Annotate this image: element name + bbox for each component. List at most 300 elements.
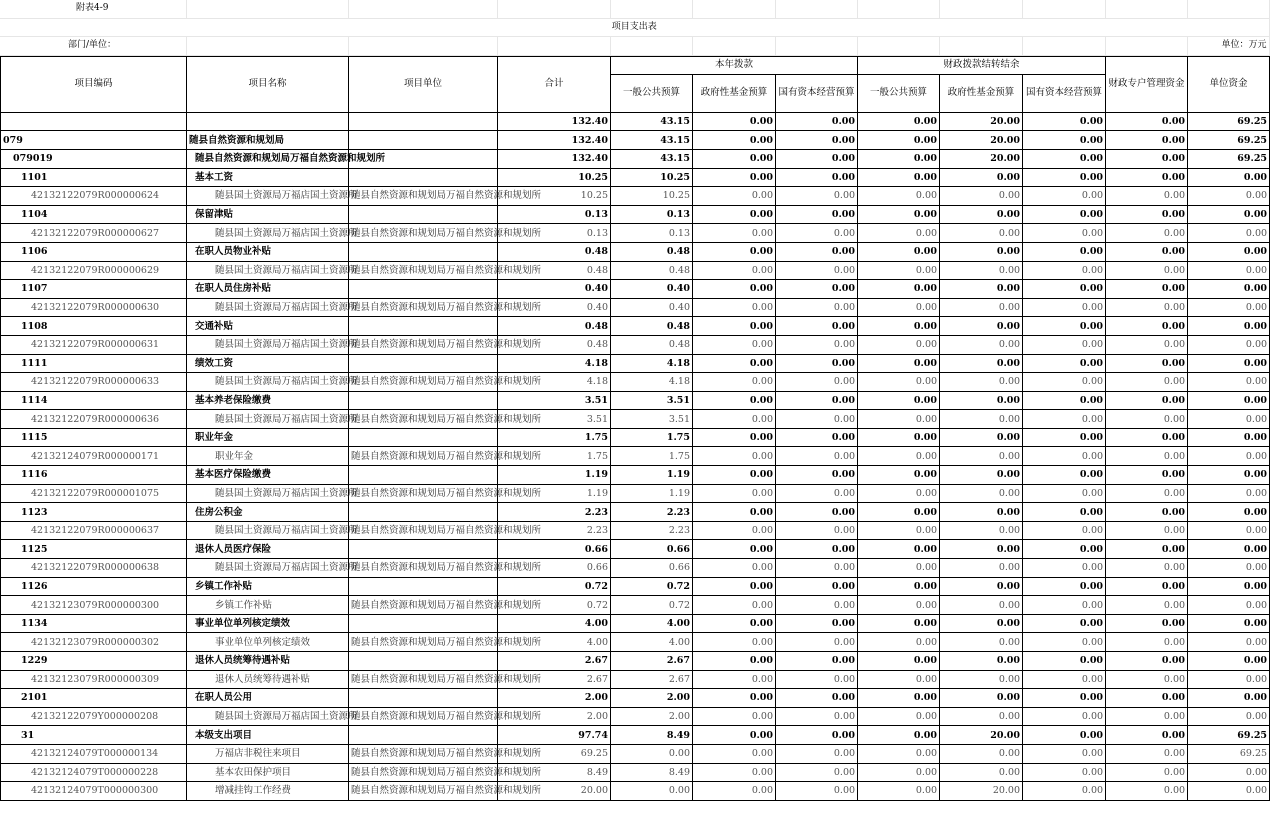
table-row bbox=[1, 559, 1270, 578]
cell-own: 0.00 bbox=[1188, 261, 1270, 280]
cell-general2: 0.00 bbox=[858, 205, 940, 224]
cell-total: 0.66 bbox=[498, 559, 611, 578]
cell-own: 0.00 bbox=[1188, 317, 1270, 336]
cell-state2: 0.00 bbox=[1023, 540, 1106, 559]
cell-general: 1.19 bbox=[611, 484, 693, 503]
cell-code: 1134 bbox=[1, 614, 187, 633]
cell-state: 0.00 bbox=[776, 652, 858, 671]
cell-state2: 0.00 bbox=[1023, 317, 1106, 336]
cell-total: 1.75 bbox=[498, 428, 611, 447]
cell-own: 0.00 bbox=[1188, 503, 1270, 522]
cell-total: 2.00 bbox=[498, 689, 611, 708]
cell-special: 0.00 bbox=[1106, 410, 1188, 429]
cell-state2: 0.00 bbox=[1023, 503, 1106, 522]
cell-state: 0.00 bbox=[776, 410, 858, 429]
col-unit: 项目单位 bbox=[349, 56, 498, 112]
cell-total: 0.13 bbox=[498, 224, 611, 243]
cell-fund: 0.00 bbox=[693, 410, 776, 429]
cell-unit: 随县自然资源和规划局万福自然资源和规划所 bbox=[349, 763, 498, 782]
cell-name: 退休人员医疗保险 bbox=[187, 540, 349, 559]
cell-state: 0.00 bbox=[776, 205, 858, 224]
table-row bbox=[1, 726, 1270, 745]
cell-general: 4.00 bbox=[611, 614, 693, 633]
cell-state2: 0.00 bbox=[1023, 484, 1106, 503]
cell-own: 0.00 bbox=[1188, 205, 1270, 224]
cell-name: 随县国土资源局万福店国土资源所 bbox=[187, 261, 349, 280]
table-row bbox=[1, 391, 1270, 410]
cell-special: 0.00 bbox=[1106, 242, 1188, 261]
cell-general2: 0.00 bbox=[858, 261, 940, 280]
cell-name: 随县国土资源局万福店国土资源所 bbox=[187, 559, 349, 578]
cell-special: 0.00 bbox=[1106, 280, 1188, 299]
cell-fund: 0.00 bbox=[693, 744, 776, 763]
cell-total: 0.66 bbox=[498, 540, 611, 559]
cell-state2: 0.00 bbox=[1023, 112, 1106, 131]
cell-fund: 0.00 bbox=[693, 484, 776, 503]
cell-name: 在职人员物业补贴 bbox=[187, 242, 349, 261]
col-group-carryover: 财政拨款结转结余 bbox=[858, 56, 1106, 74]
cell-fund: 0.00 bbox=[693, 577, 776, 596]
cell-fund: 0.00 bbox=[693, 782, 776, 801]
cell-fund2: 0.00 bbox=[940, 447, 1023, 466]
cell-state2: 0.00 bbox=[1023, 614, 1106, 633]
cell-general: 0.48 bbox=[611, 242, 693, 261]
cell-own: 0.00 bbox=[1188, 187, 1270, 206]
cell-fund2: 0.00 bbox=[940, 298, 1023, 317]
cell-fund: 0.00 bbox=[693, 559, 776, 578]
cell-fund2: 0.00 bbox=[940, 428, 1023, 447]
cell-state: 0.00 bbox=[776, 614, 858, 633]
cell-fund: 0.00 bbox=[693, 726, 776, 745]
table-row bbox=[1, 354, 1270, 373]
cell-own: 69.25 bbox=[1188, 744, 1270, 763]
cell-unit bbox=[349, 466, 498, 485]
cell-fund2: 0.00 bbox=[940, 242, 1023, 261]
cell-state: 0.00 bbox=[776, 596, 858, 615]
cell-general2: 0.00 bbox=[858, 168, 940, 187]
cell-special: 0.00 bbox=[1106, 484, 1188, 503]
cell-unit: 随县自然资源和规划局万福自然资源和规划所 bbox=[349, 410, 498, 429]
cell-special: 0.00 bbox=[1106, 168, 1188, 187]
col-total: 合计 bbox=[498, 56, 611, 112]
cell-own: 0.00 bbox=[1188, 540, 1270, 559]
cell-fund2: 0.00 bbox=[940, 168, 1023, 187]
cell-fund: 0.00 bbox=[693, 149, 776, 168]
cell-state2: 0.00 bbox=[1023, 466, 1106, 485]
cell-fund2: 0.00 bbox=[940, 484, 1023, 503]
col-fund2: 政府性基金预算 bbox=[940, 74, 1023, 112]
cell-unit: 随县自然资源和规划局万福自然资源和规划所 bbox=[349, 596, 498, 615]
cell-total: 2.00 bbox=[498, 707, 611, 726]
cell-own: 0.00 bbox=[1188, 670, 1270, 689]
cell-own: 0.00 bbox=[1188, 782, 1270, 801]
cell-general: 2.00 bbox=[611, 707, 693, 726]
cell-special: 0.00 bbox=[1106, 614, 1188, 633]
cell-state: 0.00 bbox=[776, 559, 858, 578]
cell-state: 0.00 bbox=[776, 261, 858, 280]
cell-general2: 0.00 bbox=[858, 577, 940, 596]
cell-fund: 0.00 bbox=[693, 391, 776, 410]
cell-unit: 随县自然资源和规划局万福自然资源和规划所 bbox=[349, 782, 498, 801]
cell-state2: 0.00 bbox=[1023, 205, 1106, 224]
cell-general2: 0.00 bbox=[858, 763, 940, 782]
cell-total: 3.51 bbox=[498, 391, 611, 410]
cell-fund: 0.00 bbox=[693, 298, 776, 317]
cell-fund2: 0.00 bbox=[940, 596, 1023, 615]
cell-own: 0.00 bbox=[1188, 428, 1270, 447]
cell-state: 0.00 bbox=[776, 707, 858, 726]
cell-unit: 随县自然资源和规划局万福自然资源和规划所 bbox=[349, 373, 498, 392]
cell-unit: 随县自然资源和规划局万福自然资源和规划所 bbox=[349, 521, 498, 540]
cell-general: 0.13 bbox=[611, 205, 693, 224]
cell-general: 0.13 bbox=[611, 224, 693, 243]
cell-fund: 0.00 bbox=[693, 187, 776, 206]
col-group-current-year: 本年拨款 bbox=[611, 56, 858, 74]
cell-general2: 0.00 bbox=[858, 614, 940, 633]
cell-unit bbox=[349, 503, 498, 522]
cell-state2: 0.00 bbox=[1023, 280, 1106, 299]
cell-unit: 随县自然资源和规划局万福自然资源和规划所 bbox=[349, 707, 498, 726]
cell-code: 1111 bbox=[1, 354, 187, 373]
cell-own: 0.00 bbox=[1188, 298, 1270, 317]
cell-own: 0.00 bbox=[1188, 280, 1270, 299]
cell-state: 0.00 bbox=[776, 131, 858, 150]
cell-special: 0.00 bbox=[1106, 503, 1188, 522]
cell-name: 随县国土资源局万福店国土资源所 bbox=[187, 298, 349, 317]
cell-unit: 随县自然资源和规划局万福自然资源和规划所 bbox=[349, 298, 498, 317]
cell-fund2: 20.00 bbox=[940, 131, 1023, 150]
cell-state: 0.00 bbox=[776, 354, 858, 373]
cell-general: 1.75 bbox=[611, 428, 693, 447]
cell-general: 10.25 bbox=[611, 168, 693, 187]
cell-name: 退休人员统筹待遇补贴 bbox=[187, 652, 349, 671]
cell-general2: 0.00 bbox=[858, 670, 940, 689]
expenditure-table bbox=[0, 56, 1270, 801]
cell-unit bbox=[349, 689, 498, 708]
cell-general: 3.51 bbox=[611, 391, 693, 410]
cell-code: 1108 bbox=[1, 317, 187, 336]
cell-state: 0.00 bbox=[776, 540, 858, 559]
cell-fund2: 20.00 bbox=[940, 782, 1023, 801]
cell-fund2: 0.00 bbox=[940, 763, 1023, 782]
cell-special: 0.00 bbox=[1106, 763, 1188, 782]
cell-unit bbox=[349, 168, 498, 187]
cell-general2: 0.00 bbox=[858, 633, 940, 652]
cell-fund: 0.00 bbox=[693, 261, 776, 280]
cell-state: 0.00 bbox=[776, 633, 858, 652]
cell-general2: 0.00 bbox=[858, 540, 940, 559]
cell-general: 43.15 bbox=[611, 112, 693, 131]
cell-code: 1101 bbox=[1, 168, 187, 187]
cell-name: 增减挂钩工作经费 bbox=[187, 782, 349, 801]
cell-total: 132.40 bbox=[498, 131, 611, 150]
cell-unit bbox=[349, 317, 498, 336]
cell-code: 42132123079R000000300 bbox=[1, 596, 187, 615]
table-row bbox=[1, 503, 1270, 522]
cell-special: 0.00 bbox=[1106, 466, 1188, 485]
table-row bbox=[1, 540, 1270, 559]
table-row bbox=[1, 317, 1270, 336]
cell-general: 0.00 bbox=[611, 744, 693, 763]
cell-code: 1116 bbox=[1, 466, 187, 485]
cell-own: 0.00 bbox=[1188, 484, 1270, 503]
col-code: 项目编码 bbox=[1, 56, 187, 112]
cell-name: 基本工资 bbox=[187, 168, 349, 187]
cell-code: 42132123079R000000302 bbox=[1, 633, 187, 652]
cell-code: 079 bbox=[1, 131, 187, 150]
cell-state: 0.00 bbox=[776, 782, 858, 801]
cell-name: 乡镇工作补贴 bbox=[187, 596, 349, 615]
cell-general2: 0.00 bbox=[858, 335, 940, 354]
cell-fund: 0.00 bbox=[693, 652, 776, 671]
cell-special: 0.00 bbox=[1106, 577, 1188, 596]
table-row bbox=[1, 224, 1270, 243]
cell-fund: 0.00 bbox=[693, 670, 776, 689]
cell-name: 事业单位单列核定绩效 bbox=[187, 633, 349, 652]
cell-general2: 0.00 bbox=[858, 187, 940, 206]
cell-code: 42132122079R000001075 bbox=[1, 484, 187, 503]
cell-fund: 0.00 bbox=[693, 242, 776, 261]
cell-total: 4.00 bbox=[498, 633, 611, 652]
cell-state: 0.00 bbox=[776, 670, 858, 689]
table-row bbox=[1, 447, 1270, 466]
cell-special: 0.00 bbox=[1106, 317, 1188, 336]
cell-total: 0.13 bbox=[498, 205, 611, 224]
cell-own: 0.00 bbox=[1188, 447, 1270, 466]
cell-own: 0.00 bbox=[1188, 614, 1270, 633]
table-row bbox=[1, 112, 1270, 131]
cell-state2: 0.00 bbox=[1023, 410, 1106, 429]
cell-state: 0.00 bbox=[776, 373, 858, 392]
cell-code: 42132124079T000000300 bbox=[1, 782, 187, 801]
cell-code: 1126 bbox=[1, 577, 187, 596]
cell-fund: 0.00 bbox=[693, 596, 776, 615]
cell-state: 0.00 bbox=[776, 466, 858, 485]
sheet-header bbox=[0, 0, 1270, 56]
cell-fund: 0.00 bbox=[693, 614, 776, 633]
cell-state2: 0.00 bbox=[1023, 744, 1106, 763]
cell-general2: 0.00 bbox=[858, 596, 940, 615]
cell-code: 42132122079R000000633 bbox=[1, 373, 187, 392]
cell-special: 0.00 bbox=[1106, 131, 1188, 150]
cell-total: 8.49 bbox=[498, 763, 611, 782]
cell-own: 0.00 bbox=[1188, 242, 1270, 261]
table-row bbox=[1, 205, 1270, 224]
table-row bbox=[1, 187, 1270, 206]
cell-unit: 随县自然资源和规划局万福自然资源和规划所 bbox=[349, 744, 498, 763]
cell-code: 42132122079R000000630 bbox=[1, 298, 187, 317]
cell-name: 事业单位单列核定绩效 bbox=[187, 614, 349, 633]
cell-special: 0.00 bbox=[1106, 447, 1188, 466]
cell-general: 0.00 bbox=[611, 782, 693, 801]
cell-general2: 0.00 bbox=[858, 149, 940, 168]
cell-fund: 0.00 bbox=[693, 503, 776, 522]
cell-special: 0.00 bbox=[1106, 205, 1188, 224]
cell-general: 0.48 bbox=[611, 261, 693, 280]
table-row bbox=[1, 428, 1270, 447]
cell-general2: 0.00 bbox=[858, 782, 940, 801]
cell-fund2: 0.00 bbox=[940, 373, 1023, 392]
cell-unit: 随县自然资源和规划局万福自然资源和规划所 bbox=[349, 484, 498, 503]
cell-fund: 0.00 bbox=[693, 373, 776, 392]
cell-special: 0.00 bbox=[1106, 373, 1188, 392]
cell-name: 随县国土资源局万福店国土资源所 bbox=[187, 484, 349, 503]
cell-general: 0.40 bbox=[611, 280, 693, 299]
cell-name: 职业年金 bbox=[187, 447, 349, 466]
cell-code: 1114 bbox=[1, 391, 187, 410]
cell-general: 0.66 bbox=[611, 540, 693, 559]
table-row bbox=[1, 670, 1270, 689]
cell-fund: 0.00 bbox=[693, 112, 776, 131]
cell-state: 0.00 bbox=[776, 744, 858, 763]
table-row bbox=[1, 689, 1270, 708]
attachment-label: 附表4-9 bbox=[0, 0, 186, 18]
cell-code: 42132122079R000000637 bbox=[1, 521, 187, 540]
cell-unit bbox=[349, 131, 498, 150]
cell-own: 0.00 bbox=[1188, 373, 1270, 392]
cell-code: 42132122079Y000000208 bbox=[1, 707, 187, 726]
cell-unit: 随县自然资源和规划局万福自然资源和规划所 bbox=[349, 633, 498, 652]
cell-code: 1125 bbox=[1, 540, 187, 559]
cell-state2: 0.00 bbox=[1023, 131, 1106, 150]
cell-fund: 0.00 bbox=[693, 707, 776, 726]
cell-total: 10.25 bbox=[498, 168, 611, 187]
cell-fund2: 0.00 bbox=[940, 689, 1023, 708]
cell-state2: 0.00 bbox=[1023, 726, 1106, 745]
cell-state: 0.00 bbox=[776, 447, 858, 466]
cell-state2: 0.00 bbox=[1023, 670, 1106, 689]
cell-general2: 0.00 bbox=[858, 726, 940, 745]
cell-unit: 随县自然资源和规划局万福自然资源和规划所 bbox=[349, 559, 498, 578]
cell-fund2: 0.00 bbox=[940, 614, 1023, 633]
cell-own: 0.00 bbox=[1188, 689, 1270, 708]
col-general2: 一般公共预算 bbox=[858, 74, 940, 112]
cell-code: 1123 bbox=[1, 503, 187, 522]
cell-code: 2101 bbox=[1, 689, 187, 708]
cell-fund: 0.00 bbox=[693, 689, 776, 708]
cell-general2: 0.00 bbox=[858, 447, 940, 466]
cell-state: 0.00 bbox=[776, 391, 858, 410]
cell-code: 31 bbox=[1, 726, 187, 745]
cell-state: 0.00 bbox=[776, 168, 858, 187]
cell-code: 1229 bbox=[1, 652, 187, 671]
cell-general2: 0.00 bbox=[858, 484, 940, 503]
cell-state2: 0.00 bbox=[1023, 168, 1106, 187]
cell-own: 0.00 bbox=[1188, 763, 1270, 782]
cell-state: 0.00 bbox=[776, 521, 858, 540]
cell-state2: 0.00 bbox=[1023, 242, 1106, 261]
unit-label: 单位：万元 bbox=[1187, 37, 1269, 56]
cell-fund2: 0.00 bbox=[940, 577, 1023, 596]
table-row bbox=[1, 484, 1270, 503]
cell-total: 0.48 bbox=[498, 335, 611, 354]
cell-state: 0.00 bbox=[776, 112, 858, 131]
cell-fund2: 0.00 bbox=[940, 280, 1023, 299]
cell-fund2: 20.00 bbox=[940, 149, 1023, 168]
cell-state2: 0.00 bbox=[1023, 447, 1106, 466]
cell-fund: 0.00 bbox=[693, 466, 776, 485]
cell-code bbox=[1, 112, 187, 131]
col-name: 项目名称 bbox=[187, 56, 349, 112]
table-row bbox=[1, 373, 1270, 392]
cell-fund2: 0.00 bbox=[940, 540, 1023, 559]
cell-unit: 随县自然资源和规划局万福自然资源和规划所 bbox=[349, 335, 498, 354]
cell-name: 绩效工资 bbox=[187, 354, 349, 373]
cell-total: 0.72 bbox=[498, 596, 611, 615]
cell-fund2: 0.00 bbox=[940, 652, 1023, 671]
cell-own: 0.00 bbox=[1188, 335, 1270, 354]
cell-code: 42132122079R000000627 bbox=[1, 224, 187, 243]
cell-total: 0.48 bbox=[498, 317, 611, 336]
cell-total: 4.18 bbox=[498, 354, 611, 373]
cell-general: 2.00 bbox=[611, 689, 693, 708]
cell-fund2: 0.00 bbox=[940, 261, 1023, 280]
cell-unit bbox=[349, 205, 498, 224]
cell-state: 0.00 bbox=[776, 335, 858, 354]
table-row bbox=[1, 521, 1270, 540]
cell-total: 20.00 bbox=[498, 782, 611, 801]
cell-state: 0.00 bbox=[776, 317, 858, 336]
cell-state2: 0.00 bbox=[1023, 354, 1106, 373]
cell-general: 0.72 bbox=[611, 596, 693, 615]
cell-special: 0.00 bbox=[1106, 540, 1188, 559]
cell-name: 随县国土资源局万福店国土资源所 bbox=[187, 373, 349, 392]
cell-general: 1.19 bbox=[611, 466, 693, 485]
cell-unit: 随县自然资源和规划局万福自然资源和规划所 bbox=[349, 447, 498, 466]
cell-total: 0.72 bbox=[498, 577, 611, 596]
cell-state: 0.00 bbox=[776, 242, 858, 261]
cell-code: 42132122079R000000624 bbox=[1, 187, 187, 206]
cell-name: 随县国土资源局万福店国土资源所 bbox=[187, 335, 349, 354]
cell-total: 2.23 bbox=[498, 503, 611, 522]
cell-general: 2.23 bbox=[611, 521, 693, 540]
cell-state: 0.00 bbox=[776, 763, 858, 782]
cell-fund2: 0.00 bbox=[940, 317, 1023, 336]
cell-state2: 0.00 bbox=[1023, 596, 1106, 615]
cell-special: 0.00 bbox=[1106, 689, 1188, 708]
cell-own: 69.25 bbox=[1188, 726, 1270, 745]
cell-total: 4.00 bbox=[498, 614, 611, 633]
cell-own: 0.00 bbox=[1188, 633, 1270, 652]
cell-state2: 0.00 bbox=[1023, 763, 1106, 782]
cell-total: 97.74 bbox=[498, 726, 611, 745]
col-special: 财政专户管理资金 bbox=[1106, 56, 1188, 112]
cell-total: 10.25 bbox=[498, 187, 611, 206]
cell-general: 0.72 bbox=[611, 577, 693, 596]
cell-name: 交通补贴 bbox=[187, 317, 349, 336]
cell-state2: 0.00 bbox=[1023, 261, 1106, 280]
cell-state2: 0.00 bbox=[1023, 559, 1106, 578]
cell-special: 0.00 bbox=[1106, 112, 1188, 131]
cell-unit bbox=[349, 354, 498, 373]
cell-special: 0.00 bbox=[1106, 782, 1188, 801]
cell-total: 3.51 bbox=[498, 410, 611, 429]
cell-code: 079019 bbox=[1, 149, 187, 168]
cell-fund: 0.00 bbox=[693, 428, 776, 447]
cell-state: 0.00 bbox=[776, 503, 858, 522]
cell-name: 乡镇工作补贴 bbox=[187, 577, 349, 596]
cell-general2: 0.00 bbox=[858, 521, 940, 540]
cell-state: 0.00 bbox=[776, 726, 858, 745]
cell-general: 0.40 bbox=[611, 298, 693, 317]
cell-special: 0.00 bbox=[1106, 149, 1188, 168]
cell-unit bbox=[349, 726, 498, 745]
cell-fund2: 20.00 bbox=[940, 726, 1023, 745]
cell-fund: 0.00 bbox=[693, 205, 776, 224]
cell-state2: 0.00 bbox=[1023, 577, 1106, 596]
cell-name: 基本养老保险缴费 bbox=[187, 391, 349, 410]
table-row bbox=[1, 131, 1270, 150]
